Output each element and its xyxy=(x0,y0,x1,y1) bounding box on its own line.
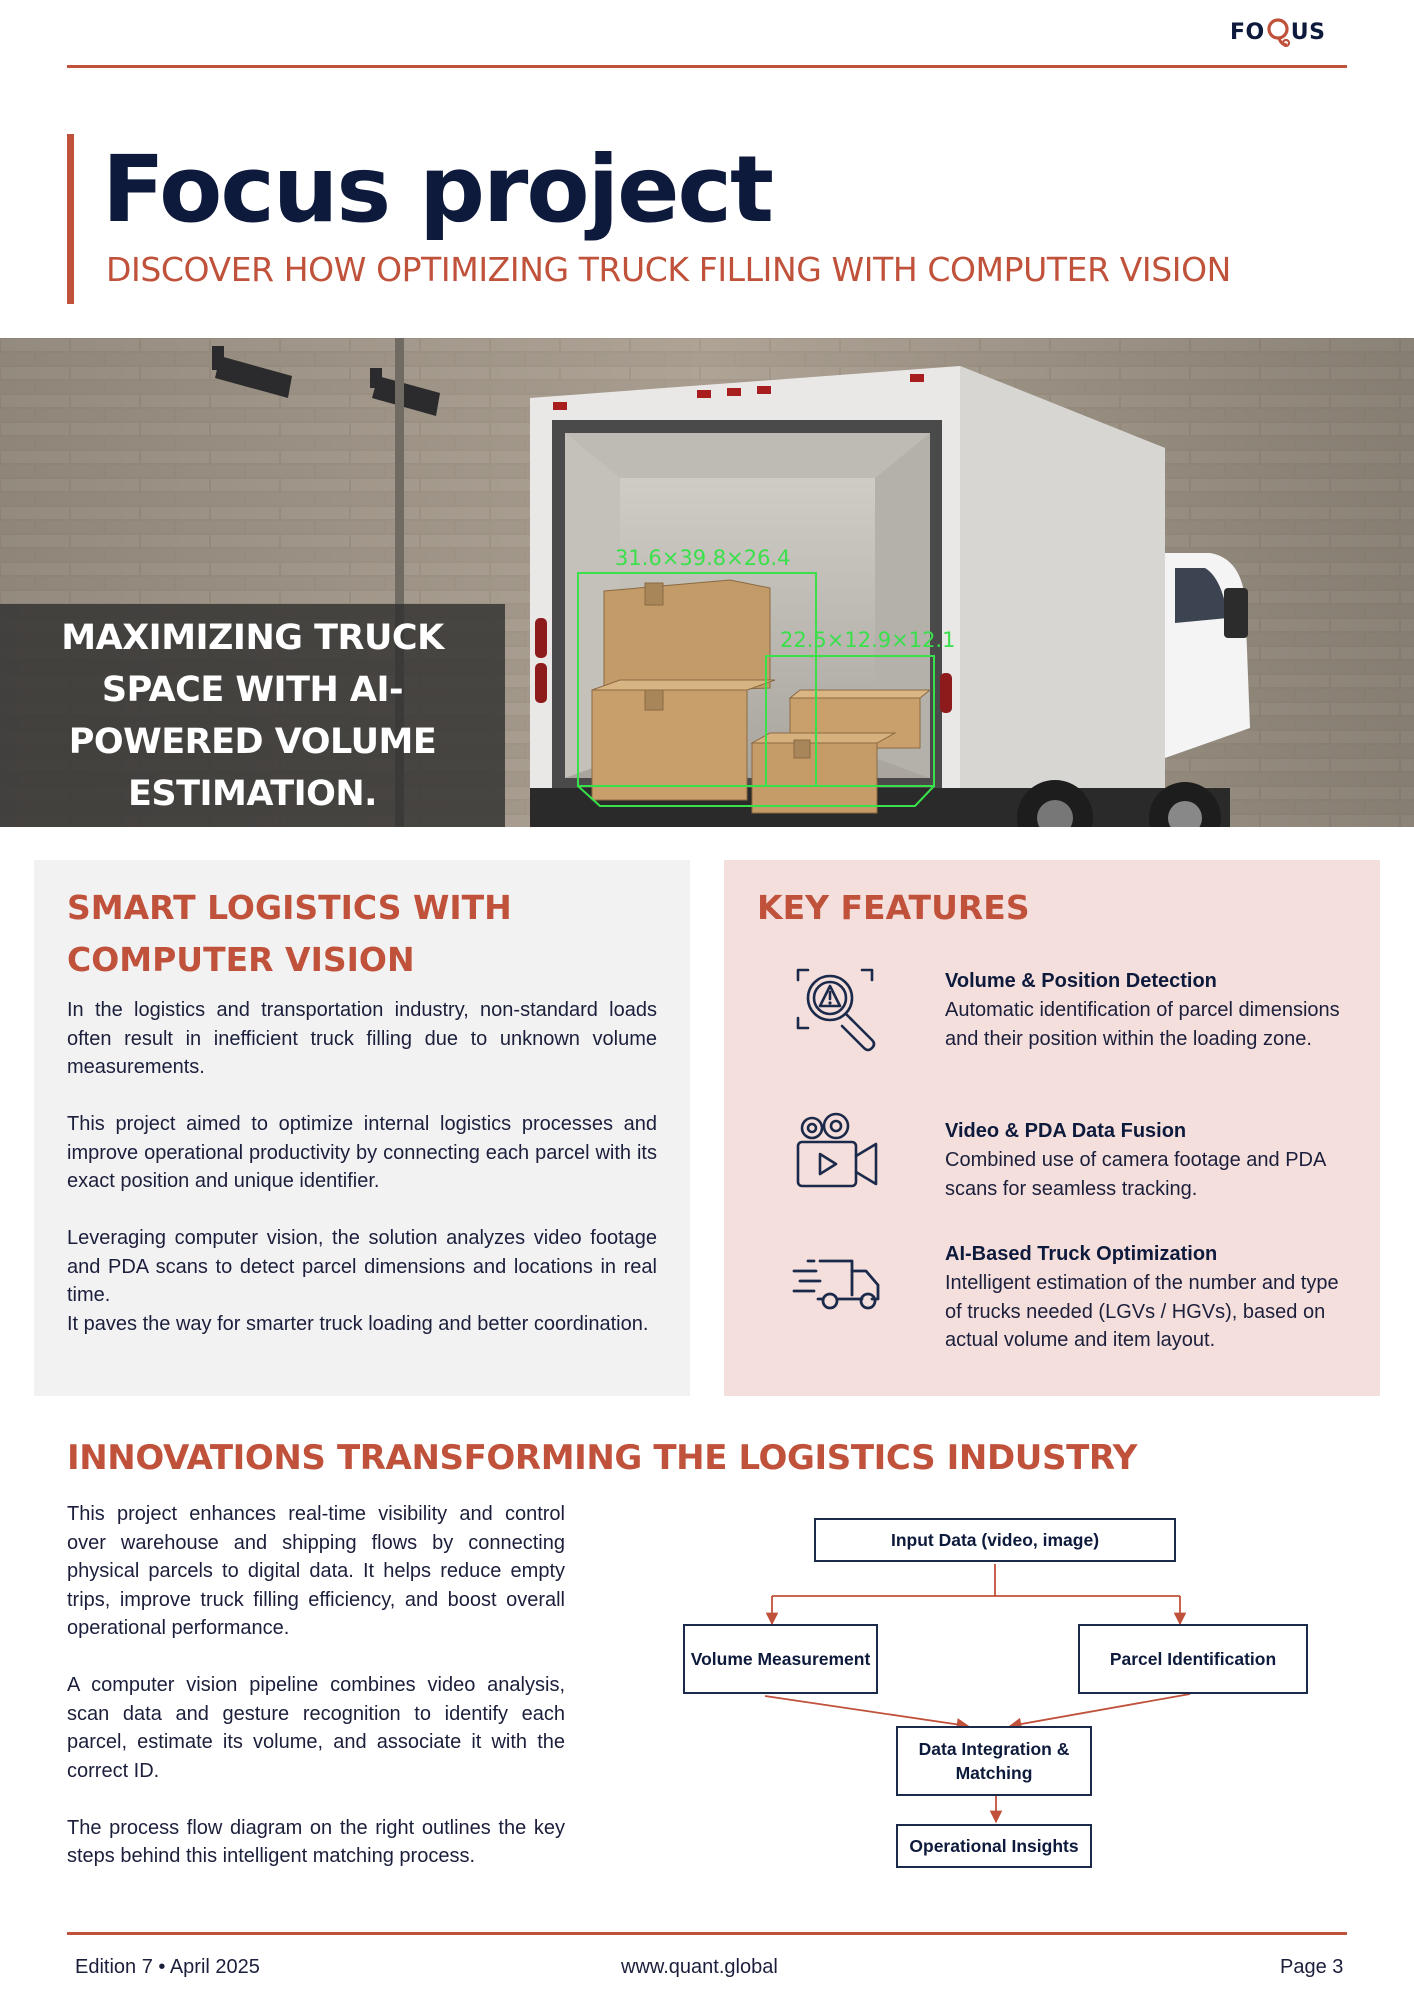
smart-logistics-paragraph: It paves the way for smarter truck loading and better coordination. xyxy=(67,1312,649,1335)
smart-logistics-body xyxy=(67,996,657,1338)
flow-node-integration: Data Integration & Matching xyxy=(896,1726,1092,1796)
smart-logistics-paragraph: This project aimed to optimize internal logistics processes and improve operational productivity by connecting each parcel with its exact position and unique identifier. xyxy=(67,1113,657,1192)
feature-title: Video & PDA Data Fusion xyxy=(945,1120,1187,1142)
smart-logistics-paragraph: In the logistics and transportation industry, non-standard loads often result in inefficient truck filling due to unknown volume measurements. xyxy=(67,999,657,1078)
innovations-paragraph: A computer vision pipeline combines video analysis, scan data and gesture recognition to identify each parcel, estimate its volume, and associate it with the correct ID. xyxy=(67,1674,565,1782)
footer-website[interactable]: www.quant.global xyxy=(621,1956,778,1978)
title-accent-bar xyxy=(67,134,74,304)
smart-logistics-heading: SMART LOGISTICS WITH COMPUTER VISION xyxy=(67,888,512,979)
detection-label-2: 22.5×12.9×12.1 xyxy=(780,628,956,652)
fast-truck-icon xyxy=(790,1233,886,1329)
feature-text: Automatic identification of parcel dimensions and their position within the loading zone. xyxy=(945,999,1340,1050)
innovations-paragraph: The process flow diagram on the right outlines the key steps behind this intelligent matching process. xyxy=(67,1816,565,1867)
smart-logistics-paragraph: Leveraging computer vision, the solution analyzes video footage and PDA scans to detect parcel dimensions and locations in real time. xyxy=(67,1227,657,1306)
flow-node-parcel: Parcel Identification xyxy=(1078,1624,1308,1694)
feature-title: Volume & Position Detection xyxy=(945,970,1217,992)
q-magnifier-icon xyxy=(1265,14,1291,50)
logo-text-right: US xyxy=(1290,19,1326,45)
innovations-heading: INNOVATIONS TRANSFORMING THE LOGISTICS INDUSTRY xyxy=(67,1438,1137,1478)
key-features-heading: KEY FEATURES xyxy=(757,888,1030,927)
header-divider xyxy=(67,65,1347,68)
smart-logistics-panel xyxy=(34,860,690,1396)
flow-node-input: Input Data (video, image) xyxy=(814,1518,1176,1562)
innovations-body xyxy=(67,1500,565,1899)
footer-edition: Edition 7 • April 2025 xyxy=(75,1956,260,1978)
focus-logo xyxy=(1230,14,1325,50)
hero-caption-text: MAXIMIZING TRUCK SPACE WITH AI-POWERED VOLUME ESTIMATION. xyxy=(61,617,444,814)
feature-title: AI-Based Truck Optimization xyxy=(945,1243,1218,1265)
footer-divider xyxy=(67,1932,1347,1935)
feature-text: Intelligent estimation of the number and type of trucks needed (LGVs / HGVs), based on actual volume and item layout. xyxy=(945,1272,1339,1351)
key-features-panel xyxy=(724,860,1380,1396)
flow-node-insights: Operational Insights xyxy=(896,1824,1092,1868)
warning-magnifier-icon xyxy=(790,960,886,1056)
footer-page-number: Page 3 xyxy=(1280,1956,1344,1978)
hero-caption xyxy=(0,604,505,827)
video-camera-icon xyxy=(790,1110,886,1206)
page-subtitle: DISCOVER HOW OPTIMIZING TRUCK FILLING WITH COMPUTER VISION xyxy=(106,250,1231,289)
feature-text: Combined use of camera footage and PDA scans for seamless tracking. xyxy=(945,1149,1326,1200)
flow-node-volume: Volume Measurement xyxy=(683,1624,878,1694)
process-flow-diagram xyxy=(670,1500,1330,1880)
innovations-paragraph: This project enhances real-time visibility and control over warehouse and shipping flows by connecting physical parcels to digital data. It helps reduce empty trips, improve truck filling efficiency, and boost overall operational performance. xyxy=(67,1503,565,1639)
hero-image xyxy=(0,338,1414,827)
page-title: Focus project xyxy=(102,136,773,243)
detection-label-1: 31.6×39.8×26.4 xyxy=(615,546,791,570)
logo-text-left: FO xyxy=(1230,19,1265,45)
